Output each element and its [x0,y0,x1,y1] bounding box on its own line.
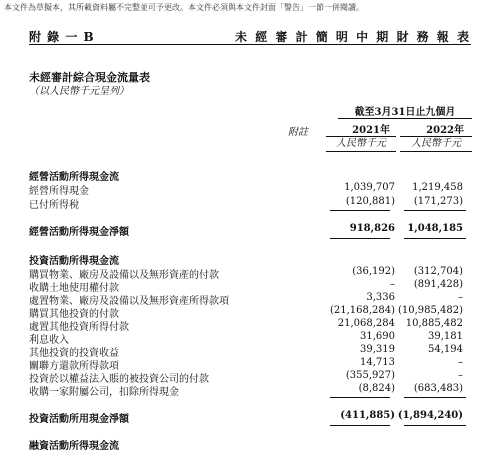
total-rule [330,238,390,239]
year-2022-header: 2022年 [426,125,464,136]
table-row [29,318,471,331]
table-row [29,357,471,370]
row-label: 投資活動所用現金淨額 [29,414,129,425]
statement-subtitle: （以人民幣千元呈列） [29,86,129,97]
table-row [29,168,471,181]
report-title: 未 經 審 計 簡 明 中 期 財 務 報 表 [235,30,471,44]
row-label: 投資活動所得現金流 [29,256,119,267]
table-row [29,292,471,305]
note-column-header: 附註 [288,127,308,138]
row-label: 處置其他投資所得付款 [29,322,129,333]
row-value-2021: (36,192) [352,266,395,277]
table-row [29,182,471,195]
table-row [29,196,471,209]
row-label: 收購土地使用權付款 [29,283,119,294]
row-value-2022: – [458,292,463,303]
subtotal-rule [330,210,390,211]
row-value-2021: 1,039,707 [344,182,395,193]
row-value-2022: 1,219,458 [412,182,463,193]
row-label: 經營活動所得現金流 [29,172,119,183]
table-row [29,266,471,279]
row-value-2021: (411,885) [340,410,395,421]
row-value-2021: 31,690 [360,331,395,342]
total-rule [404,238,466,239]
row-label: 收購一家附屬公司，扣除所得現金 [29,387,179,398]
row-value-2022: (683,483) [413,383,463,394]
statement-title: 未經審計綜合現金流量表 [29,71,150,84]
row-value-2021: 21,068,284 [337,318,395,329]
table-row [29,331,471,344]
row-value-2022: 1,048,185 [407,223,463,234]
row-label: 投資於以權益法入賬的被投資公司的付款 [29,374,209,385]
row-label: 購買其他投資的付款 [29,309,119,320]
row-value-2021: 39,319 [360,344,395,355]
row-value-2021: (21,168,284) [329,305,395,316]
table-row [29,305,471,318]
row-label: 利息收入 [29,335,69,346]
subtotal-rule [404,210,466,211]
table-row [29,252,471,265]
row-value-2021: (8,824) [358,383,395,394]
draft-notice: 本文件為草擬本，其所載資料屬不完整並可予更改。本文件必須與本文件封面「警告」一節一併閱讀。 [4,3,364,12]
row-value-2021: 14,713 [360,357,395,368]
table-row [29,279,471,292]
row-value-2021: (120,881) [345,196,395,207]
table-row [29,383,471,396]
row-value-2021: 3,336 [366,292,395,303]
period-rule [338,118,472,119]
row-value-2022: – [458,370,463,381]
row-value-2021: – [390,279,395,290]
subtotal-rule [330,397,390,398]
row-label: 其他投資的投資收益 [29,348,119,359]
row-label: 購買物業、廠房及設備以及無形資產的付款 [29,270,219,281]
row-label: 經營所得現金 [29,186,89,197]
table-row [29,344,471,357]
header-rule [29,44,471,45]
row-value-2022: (1,894,240) [397,410,463,421]
row-value-2021: 918,826 [349,223,395,234]
table-row [29,223,471,236]
row-value-2022: 39,181 [428,331,463,342]
row-label: 經營活動所得現金淨額 [29,227,129,238]
row-value-2022: (10,985,482) [397,305,463,316]
row-label: 處置物業、廠房及設備以及無形資產所得款項 [29,296,229,307]
total-rule [330,425,390,426]
year-2021-header: 2021年 [352,125,390,136]
row-value-2022: (312,704) [413,266,463,277]
row-value-2022: – [458,357,463,368]
row-label: 關聯方還款所得款項 [29,361,119,372]
table-row [29,370,471,383]
subtotal-rule [404,397,466,398]
total-rule [404,425,466,426]
row-label: 已付所得稅 [29,200,79,211]
row-value-2022: (891,428) [413,279,463,290]
unit-2021-header: 人民幣千元 [326,136,396,152]
row-value-2022: 10,885,482 [405,318,463,329]
appendix-label: 附 錄 一 B [29,30,95,44]
table-row [29,410,471,423]
row-label: 融資活動所得現金流 [29,441,119,452]
period-header: 截至3月31日止九個月 [354,107,456,118]
row-value-2022: 54,194 [428,344,463,355]
unit-2022-header: 人民幣千元 [400,136,472,152]
row-value-2021: (355,927) [345,370,395,381]
row-value-2022: (171,273) [413,196,463,207]
